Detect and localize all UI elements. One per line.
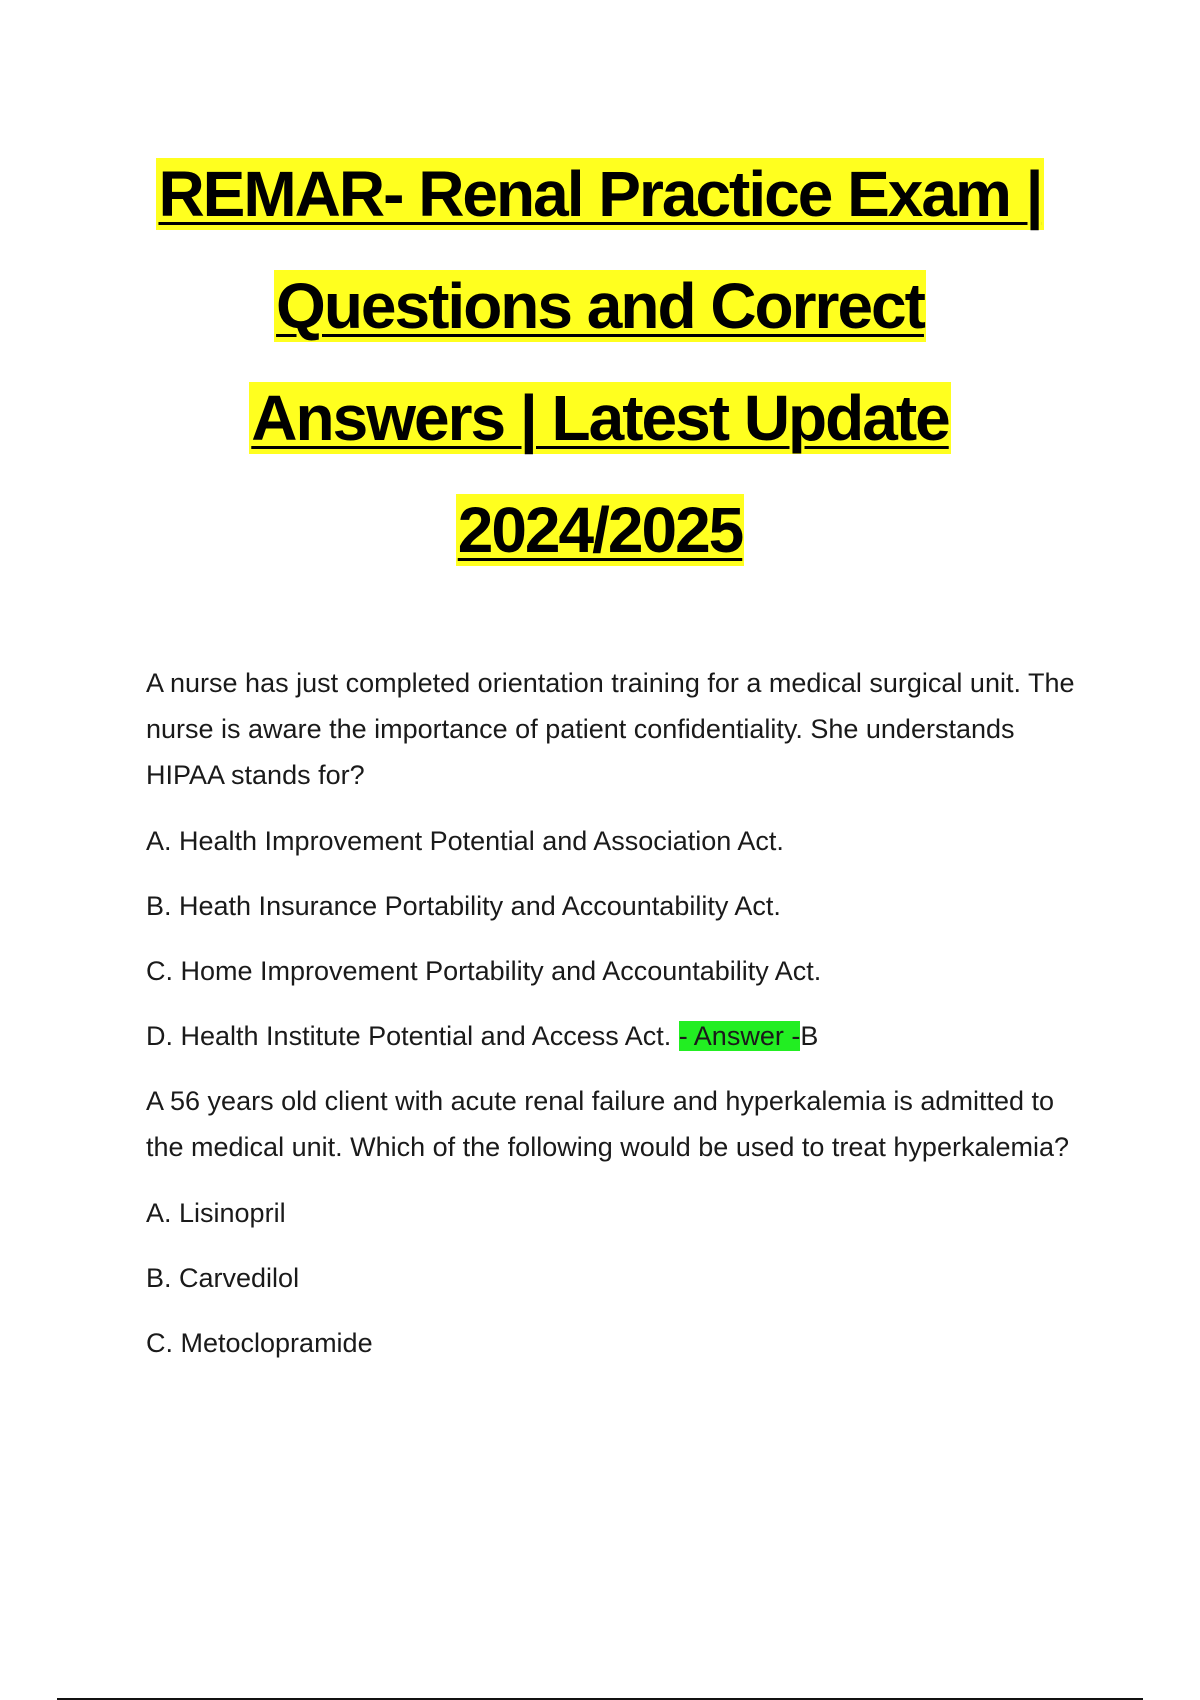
title-line-3 — [0, 362, 1200, 474]
title-line-1 — [0, 138, 1200, 250]
answer-option-b: B. Carvedilol — [146, 1263, 300, 1293]
answer-option-d-line — [146, 1013, 1086, 1059]
answer-option-b: B. Heath Insurance Portability and Accountability Act. — [146, 891, 781, 921]
answer-option-d: D. Health Institute Potential and Access Act. — [146, 1021, 679, 1051]
question-stem: A 56 years old client with acute renal failure and hyperkalemia is admitted to the medical unit. Which of the following would be used to treat hyperkalemia? — [146, 1086, 1070, 1162]
question-2 — [146, 1078, 1086, 1366]
question-stem: A nurse has just completed orientation training for a medical surgical unit. The nurse is aware the importance of patient confidentiality. She understands HIPAA stands for? — [146, 668, 1075, 790]
answer-option-a: A. Health Improvement Potential and Association Act. — [146, 826, 784, 856]
title-text-1: REMAR- Renal Practice Exam | — [158, 158, 1042, 230]
answer-option-c: C. Home Improvement Portability and Accountability Act. — [146, 956, 822, 986]
title-line-4 — [0, 474, 1200, 586]
answer-option-c: C. Metoclopramide — [146, 1328, 373, 1358]
document-body — [146, 660, 1086, 1385]
title-text-2: Questions and Correct — [276, 270, 924, 342]
title-line-2 — [0, 250, 1200, 362]
document-title — [0, 138, 1200, 586]
answer-marker: - Answer - — [678, 1021, 801, 1051]
question-1 — [146, 660, 1086, 1059]
title-text-4: 2024/2025 — [457, 494, 743, 566]
title-text-3: Answers | Latest Update — [251, 382, 949, 454]
answer-option-a: A. Lisinopril — [146, 1198, 286, 1228]
correct-answer: B — [800, 1021, 819, 1051]
